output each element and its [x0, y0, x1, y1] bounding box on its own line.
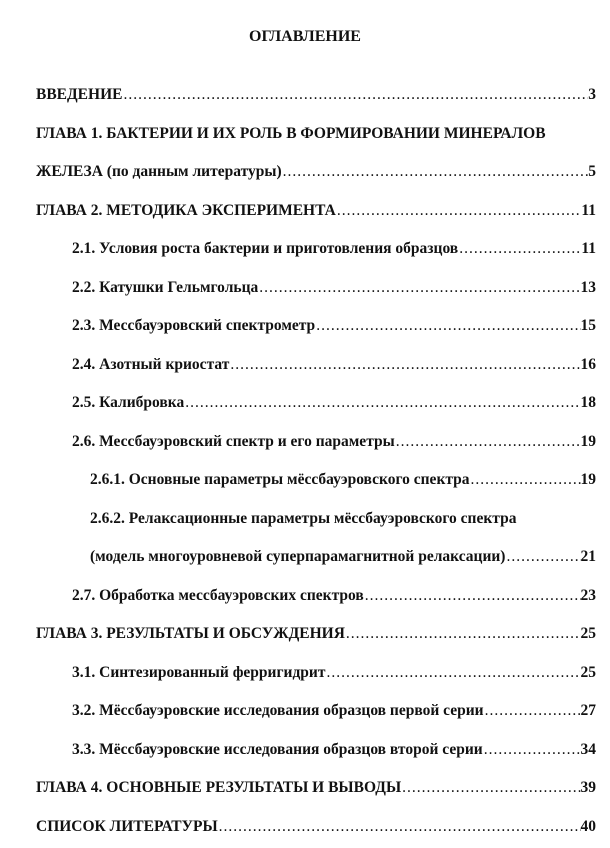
toc-page-number: 19 — [580, 471, 596, 488]
toc-entry-line — [0, 654, 610, 693]
toc-entry-line — [0, 115, 610, 154]
toc-page-number: 21 — [580, 548, 596, 565]
toc-entry[interactable] — [0, 692, 610, 731]
toc-page-number: 25 — [580, 663, 596, 681]
toc-entry-label: (модель многоуровневой суперпарамагнитной релаксации) — [90, 548, 506, 565]
toc-entry-line — [0, 230, 610, 269]
toc-entry-label: ГЛАВА 2. МЕТОДИКА ЭКСПЕРИМЕНТА — [36, 201, 336, 219]
toc-page-number: 25 — [580, 625, 596, 642]
table-of-contents — [0, 76, 610, 846]
toc-page-number: 27 — [580, 702, 596, 719]
dot-leader — [315, 307, 580, 346]
toc-entry[interactable] — [0, 808, 610, 847]
dot-leader — [401, 769, 580, 808]
toc-entry[interactable] — [0, 192, 610, 231]
toc-page-number: 5 — [588, 163, 596, 180]
toc-entry-line — [0, 808, 610, 847]
toc-entry-line — [0, 192, 610, 231]
toc-entry-line — [0, 538, 610, 577]
toc-entry-line — [0, 461, 610, 500]
dot-leader — [229, 346, 580, 385]
toc-entry-label: 2.3. Мессбауэровский спектрометр — [72, 317, 316, 334]
toc-entry-label: ГЛАВА 3. РЕЗУЛЬТАТЫ И ОБСУЖДЕНИЯ — [36, 625, 345, 642]
toc-entry-label: 2.6.1. Основные параметры мёссбауэровского спектра — [90, 471, 470, 488]
toc-entry[interactable] — [0, 423, 610, 462]
dot-leader — [458, 230, 581, 269]
dot-leader — [345, 615, 581, 654]
toc-entry[interactable] — [0, 769, 610, 808]
toc-page-number: 11 — [581, 201, 596, 219]
toc-entry-label: ГЛАВА 4. ОСНОВНЫЕ РЕЗУЛЬТАТЫ И ВЫВОДЫ — [36, 779, 402, 796]
toc-title: ОГЛАВЛЕНИЕ — [249, 28, 361, 45]
toc-page-number: 19 — [580, 432, 596, 450]
dot-leader — [336, 192, 581, 231]
toc-entry[interactable] — [0, 346, 610, 385]
toc-entry[interactable] — [0, 461, 610, 500]
toc-page-number: 16 — [580, 355, 596, 373]
toc-entry-label: ВВЕДЕНИЕ — [36, 86, 123, 103]
toc-entry[interactable] — [0, 307, 610, 346]
toc-page-number: 18 — [580, 394, 596, 411]
dot-leader — [505, 538, 580, 577]
toc-entry-label: 2.7. Обработка мессбауэровских спектров — [72, 586, 364, 604]
toc-entry-label: 3.3. Мёссбауэровские исследования образцов второй серии — [72, 740, 483, 758]
toc-entry-line — [0, 692, 610, 731]
toc-page-number: 15 — [580, 317, 596, 334]
toc-page-number: 23 — [580, 586, 596, 604]
toc-entry-line — [0, 153, 610, 192]
dot-leader — [258, 269, 580, 308]
toc-entry-label: 2.6.2. Релаксационные параметры мёссбауэровского спектра — [90, 509, 517, 527]
toc-entry-label: 2.6. Мессбауэровский спектр и его параметры — [72, 432, 395, 450]
toc-page-number: 13 — [580, 278, 596, 296]
dot-leader — [483, 731, 581, 770]
dot-leader — [282, 153, 589, 192]
toc-page-number: 11 — [581, 240, 596, 257]
dot-leader — [364, 577, 581, 616]
toc-entry[interactable] — [0, 577, 610, 616]
toc-entry-label: 2.5. Калибровка — [72, 394, 185, 411]
toc-entry[interactable] — [0, 731, 610, 770]
toc-entry-label: 2.2. Катушки Гельмгольца — [72, 278, 259, 296]
toc-entry[interactable] — [0, 230, 610, 269]
toc-entry-label: 3.2. Мёссбауэровские исследования образцов первой серии — [72, 702, 484, 719]
toc-entry-label: 3.1. Синтезированный ферригидрит — [72, 663, 326, 681]
toc-entry[interactable] — [0, 654, 610, 693]
toc-entry-line — [0, 384, 610, 423]
toc-entry-line — [0, 307, 610, 346]
dot-leader — [122, 76, 588, 115]
toc-entry[interactable] — [0, 76, 610, 115]
dot-leader — [218, 808, 581, 847]
toc-page-number: 40 — [580, 817, 596, 835]
toc-entry-label: СПИСОК ЛИТЕРАТУРЫ — [36, 817, 218, 835]
dot-leader — [395, 423, 581, 462]
dot-leader — [484, 692, 581, 731]
toc-entry-label: 2.1. Условия роста бактерии и приготовления образцов — [72, 240, 459, 257]
toc-entry-line — [0, 269, 610, 308]
toc-entry-label: 2.4. Азотный криостат — [72, 355, 230, 373]
toc-entry-line — [0, 423, 610, 462]
dot-leader — [325, 654, 580, 693]
toc-entry[interactable] — [0, 115, 610, 192]
toc-entry-line — [0, 615, 610, 654]
toc-entry[interactable] — [0, 384, 610, 423]
toc-entry[interactable] — [0, 269, 610, 308]
toc-entry-line — [0, 76, 610, 115]
dot-leader — [470, 461, 581, 500]
toc-entry-label: ГЛАВА 1. БАКТЕРИИ И ИХ РОЛЬ В ФОРМИРОВАНИИ МИНЕРАЛОВ — [36, 124, 546, 142]
toc-page-number: 34 — [580, 740, 596, 758]
toc-entry-line — [0, 769, 610, 808]
dot-leader — [184, 384, 580, 423]
toc-entry[interactable] — [0, 500, 610, 577]
toc-entry-line — [0, 577, 610, 616]
toc-entry-line — [0, 731, 610, 770]
toc-entry-line — [0, 500, 610, 539]
toc-page-number: 3 — [588, 86, 596, 103]
toc-page-number: 39 — [580, 779, 596, 796]
toc-entry-label: ЖЕЛЕЗА (по данным литературы) — [36, 163, 282, 180]
toc-entry-line — [0, 346, 610, 385]
toc-entry[interactable] — [0, 615, 610, 654]
